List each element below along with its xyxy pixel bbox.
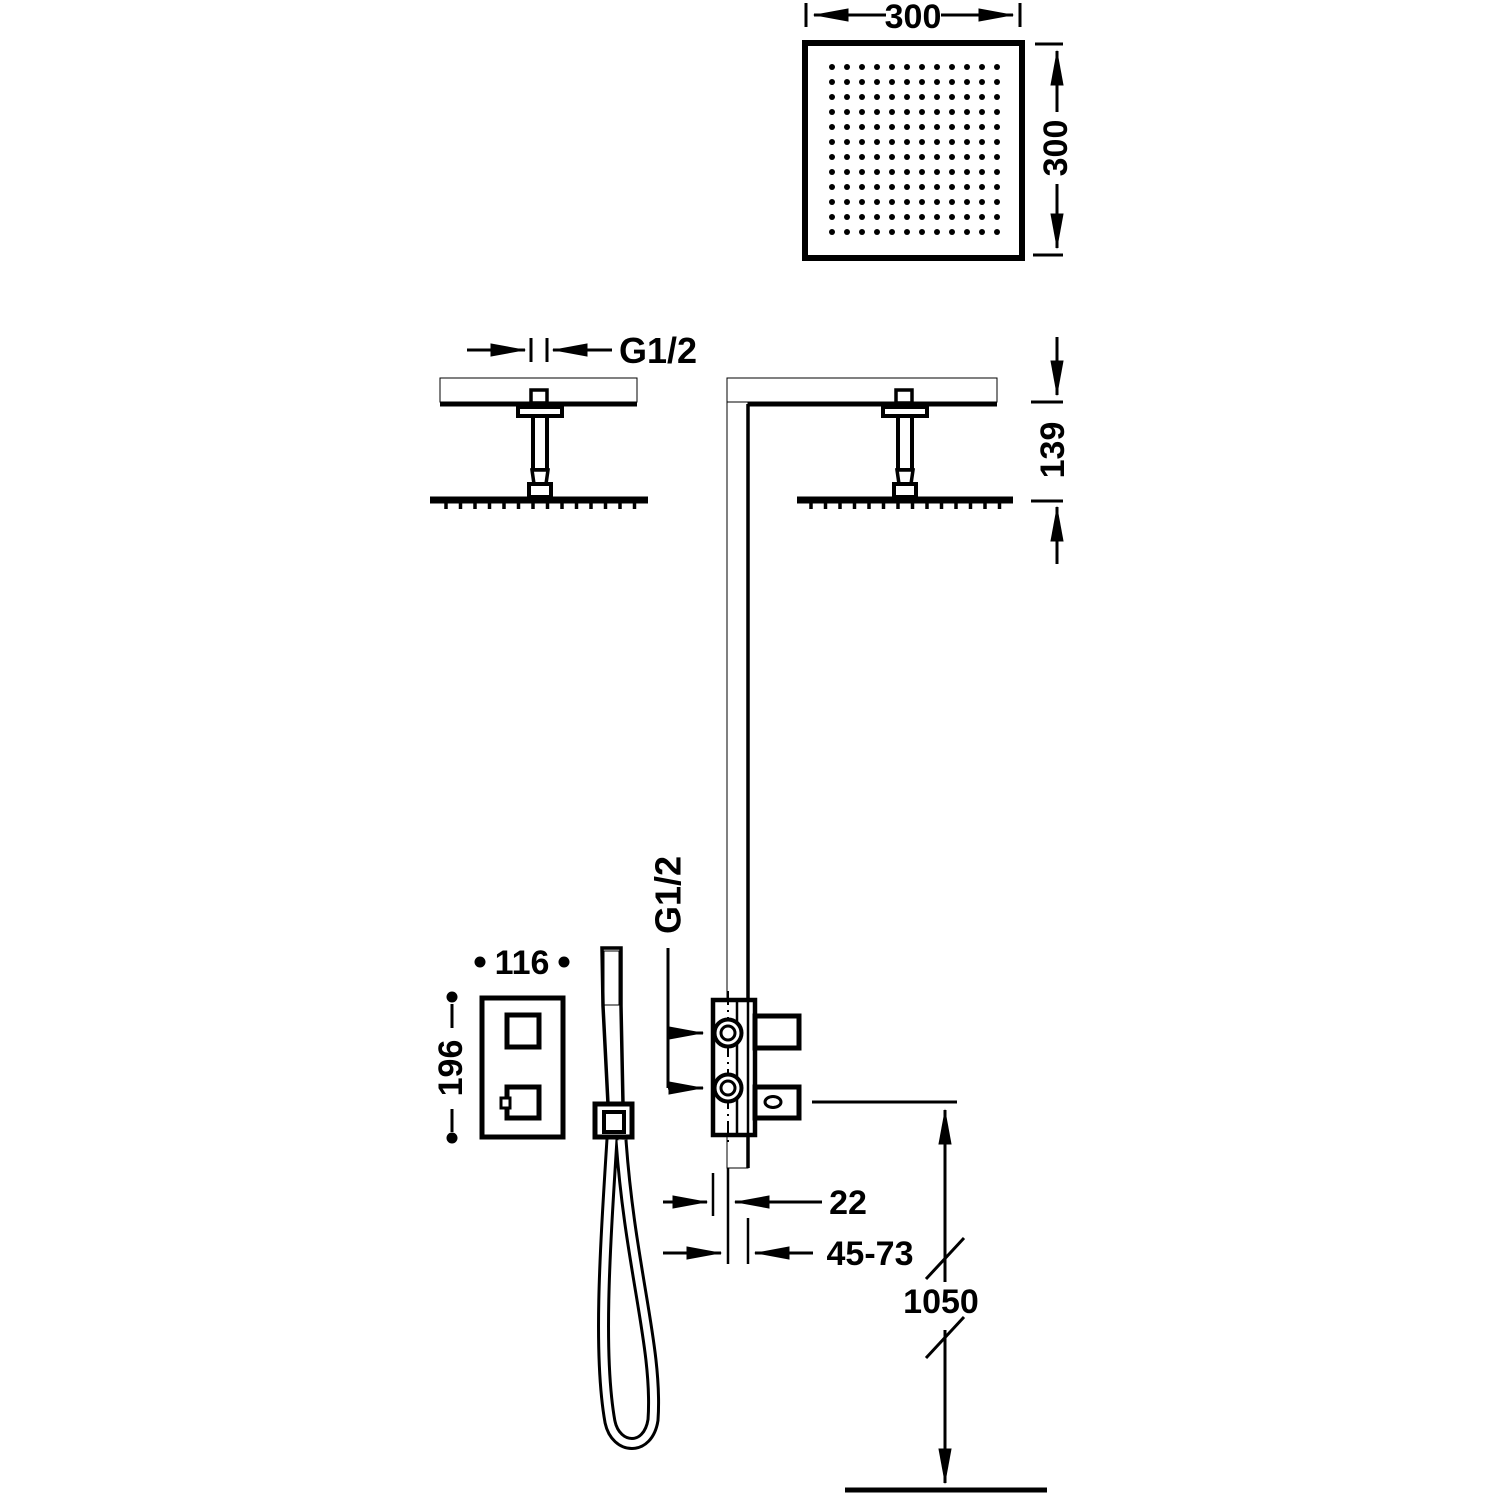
arm-connector bbox=[529, 484, 551, 497]
dim-mixer-height bbox=[432, 992, 470, 1144]
ceiling-hatch-right bbox=[727, 378, 997, 402]
mixer-connection-callout bbox=[648, 856, 704, 1088]
dim-label-wall-clearance: 22 bbox=[829, 1184, 867, 1222]
arm-connector bbox=[894, 484, 916, 497]
mixer-side-knob-bottom bbox=[755, 1087, 799, 1118]
arm-thread bbox=[896, 390, 912, 403]
arm-tube bbox=[898, 416, 912, 470]
shower-head-plate-top-view bbox=[805, 43, 1022, 258]
dim-head-connection bbox=[467, 330, 697, 371]
dim-label-ceiling-to-head: 139 bbox=[1034, 421, 1072, 479]
shower-head-side-left bbox=[430, 500, 648, 509]
spray-ticks-right bbox=[811, 503, 1000, 509]
dim-ceiling-to-head bbox=[1031, 337, 1072, 564]
nozzle-grid bbox=[829, 64, 1000, 235]
hand-shower bbox=[595, 948, 654, 1444]
dim-mixer-width bbox=[475, 944, 570, 982]
dim-label-head-connection: G1/2 bbox=[618, 330, 698, 371]
mixer-knob-top bbox=[507, 1015, 539, 1047]
hand-shower-bracket-outlet bbox=[604, 1112, 624, 1132]
head-top-view bbox=[805, 43, 1022, 258]
dim-dot bbox=[475, 957, 486, 968]
mixer-front-view bbox=[482, 998, 563, 1137]
dim-label-mixer-height: 196 bbox=[432, 1039, 470, 1097]
dim-head-width bbox=[806, 0, 1020, 36]
dim-dot bbox=[559, 957, 570, 968]
mixer-inlet-top bbox=[715, 1020, 742, 1047]
shower-head-side-right bbox=[797, 500, 1013, 509]
dim-label-head-height: 300 bbox=[1037, 119, 1075, 177]
shower-arm-right bbox=[883, 390, 927, 497]
dim-label-recess-depth: 45-73 bbox=[826, 1235, 914, 1273]
dim-floor-height bbox=[812, 1102, 1047, 1490]
spray-ticks-left bbox=[446, 503, 635, 509]
dim-recess-depth bbox=[663, 1218, 913, 1273]
dim-label-mixer-width: 116 bbox=[494, 944, 550, 982]
arm-taper bbox=[532, 470, 548, 484]
dim-dot bbox=[447, 1133, 458, 1144]
mixer-side-knob-top bbox=[755, 1016, 799, 1048]
mixer-side-view bbox=[713, 991, 799, 1144]
mixer-knob-bottom bbox=[507, 1087, 539, 1118]
dim-label-head-width: 300 bbox=[884, 0, 942, 36]
mixer-knob-notch bbox=[501, 1098, 510, 1108]
dim-label-floor-height: 1050 bbox=[903, 1283, 979, 1321]
dim-dot bbox=[447, 992, 458, 1003]
hand-shower-wand bbox=[602, 948, 623, 1104]
dim-label-mixer-connection: G1/2 bbox=[647, 855, 689, 935]
shower-arm-left bbox=[518, 390, 562, 497]
arm-thread bbox=[531, 390, 547, 403]
mixer-inlet-bottom bbox=[715, 1075, 742, 1102]
arm-tube bbox=[533, 416, 547, 470]
arm-taper bbox=[897, 470, 913, 484]
dim-head-height bbox=[1033, 44, 1075, 255]
